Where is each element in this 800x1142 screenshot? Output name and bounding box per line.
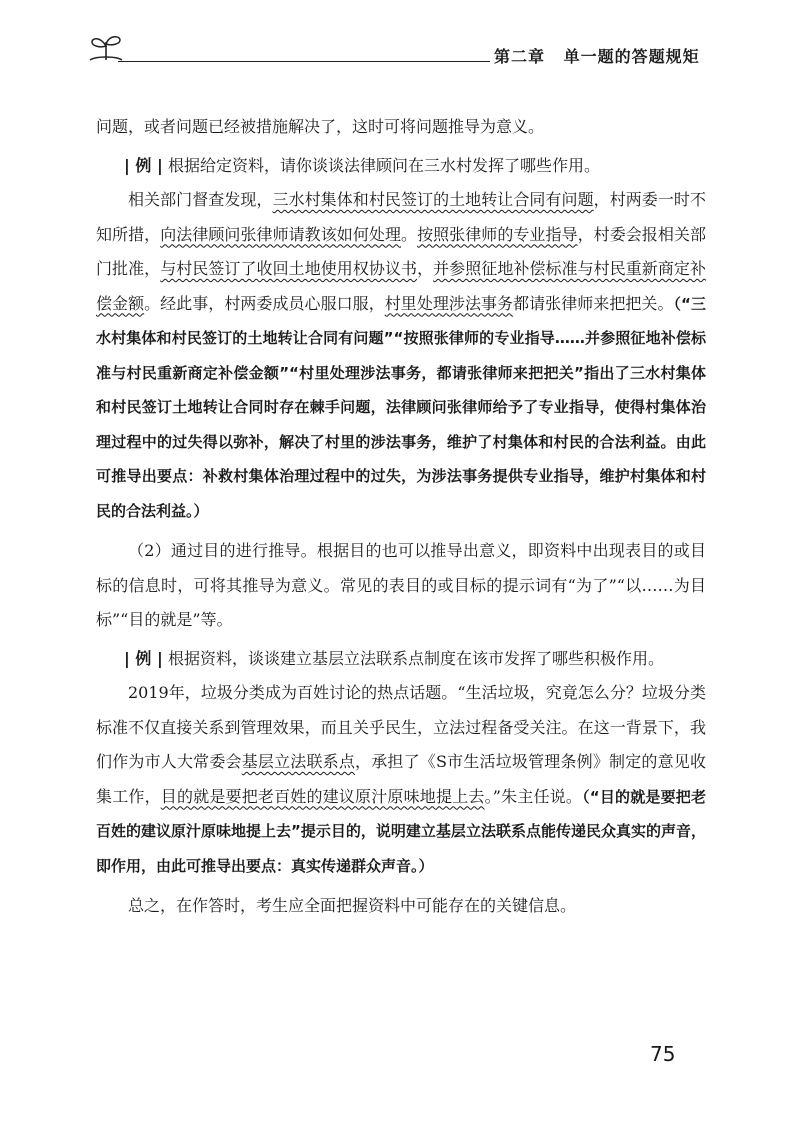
underlined-text: 向法律顾问张律师请教该如何处理 xyxy=(160,224,401,244)
text-run: 。”朱主任说。 xyxy=(484,786,583,806)
chapter-number: 第二章 xyxy=(494,47,546,66)
underlined-text: 与村民签订了收回土地使用权协议书 xyxy=(160,259,418,278)
example-marker: | 例 | xyxy=(124,155,163,175)
underlined-text: 并参照征地补偿标准与村民重新商定补偿金额 xyxy=(96,259,706,313)
page-number: 75 xyxy=(650,1042,676,1066)
example-1-material xyxy=(96,183,706,528)
chapter-title xyxy=(494,44,700,67)
underlined-text: 按照张律师的专业指导 xyxy=(417,224,578,244)
underlined-text: 目的就是要把老百姓的建议原汁原味地提上去 xyxy=(160,786,485,806)
continued-line: 问题，或者问题已经被措施解决了，这时可将问题推导为意义。 xyxy=(96,117,545,136)
example-question-text: 根据资料，谈谈建立基层立法联系点制度在该市发挥了哪些积极作用。 xyxy=(167,648,664,668)
example-1-question xyxy=(96,149,706,184)
example-2-question xyxy=(96,642,706,677)
text-run: 2019年，垃圾分类成为百姓讨论的热点话题。“生活垃圾，究竟怎么分？垃圾分类标准不仅直接关系到管理效果，而且关乎民生，立法过程备受关注。在这一背景下，我们作为市人大常委会 xyxy=(96,683,706,771)
summary-paragraph: 总之，在作答时，考生应全面把握资料中可能存在的关键信息。 xyxy=(128,896,577,915)
example-marker: | 例 | xyxy=(124,648,163,668)
page-header xyxy=(0,0,800,80)
text-run: ，村委会报相关部门批准， xyxy=(96,224,706,278)
example-question-text: 根据给定资料，请你谈谈法律顾问在三水村发挥了哪些作用。 xyxy=(167,155,600,175)
text-run: 相关部门督查发现， xyxy=(128,190,273,209)
text-run: 都请张律师来把把关。 xyxy=(513,293,674,313)
analysis-text: （“目的就是要把老百姓的建议原汁原味地提上去”提示目的，说明建立基层立法联系点能传递民众真实的声音，即作用，由此可推导出要点：真实传递群众声音。） xyxy=(96,787,706,875)
example-2-material xyxy=(96,676,706,883)
sprout-icon xyxy=(88,32,124,62)
point-2-paragraph: （2）通过目的进行推导。根据目的也可以推导出意义，即资料中出现表目的或目标的信息时，可将其推导为意义。常见的表目的或目标的提示词有“为了”“以……为目标”“目的就是”等。 xyxy=(96,541,706,629)
header-rule xyxy=(118,61,490,62)
underlined-text: 三水村集体和村民签订的土地转让合同有问题 xyxy=(272,190,594,209)
analysis-text: （“三水村集体和村民签订的土地转让合同有问题”“按照张律师的专业指导……并参照征地补偿标准与村民重新商定补偿金额”“村里处理涉法事务，都请张律师来把把关”指出了三水村集体和村民签订土地转让合同时存在棘手问题，法律顾问张律师给予了专业指导，使得村集体治理过程中的过失得以弥补，解决了村里的涉法事务，维护了村集体和村民的合法利益。由此可推导出要点：补救村集体治理过程中的过失，为涉法事务提供专业指导，维护村集体和村民的合法利益。） xyxy=(96,294,706,520)
text-run: ， xyxy=(417,259,434,278)
underlined-text: 村里处理涉法事务 xyxy=(384,293,514,313)
page-body xyxy=(96,110,706,924)
text-run: 。经此事，村两委成员心服口服， xyxy=(144,293,385,313)
text-run: ，村两委一时不知所措， xyxy=(96,190,706,244)
chapter-name: 单一题的答题规矩 xyxy=(563,47,700,66)
underlined-text: 基层立法联系点 xyxy=(241,752,356,771)
text-run: 。 xyxy=(401,224,418,244)
text-run: ，承担了《S市生活垃圾管理条例》制定的意见收集工作， xyxy=(96,752,706,806)
